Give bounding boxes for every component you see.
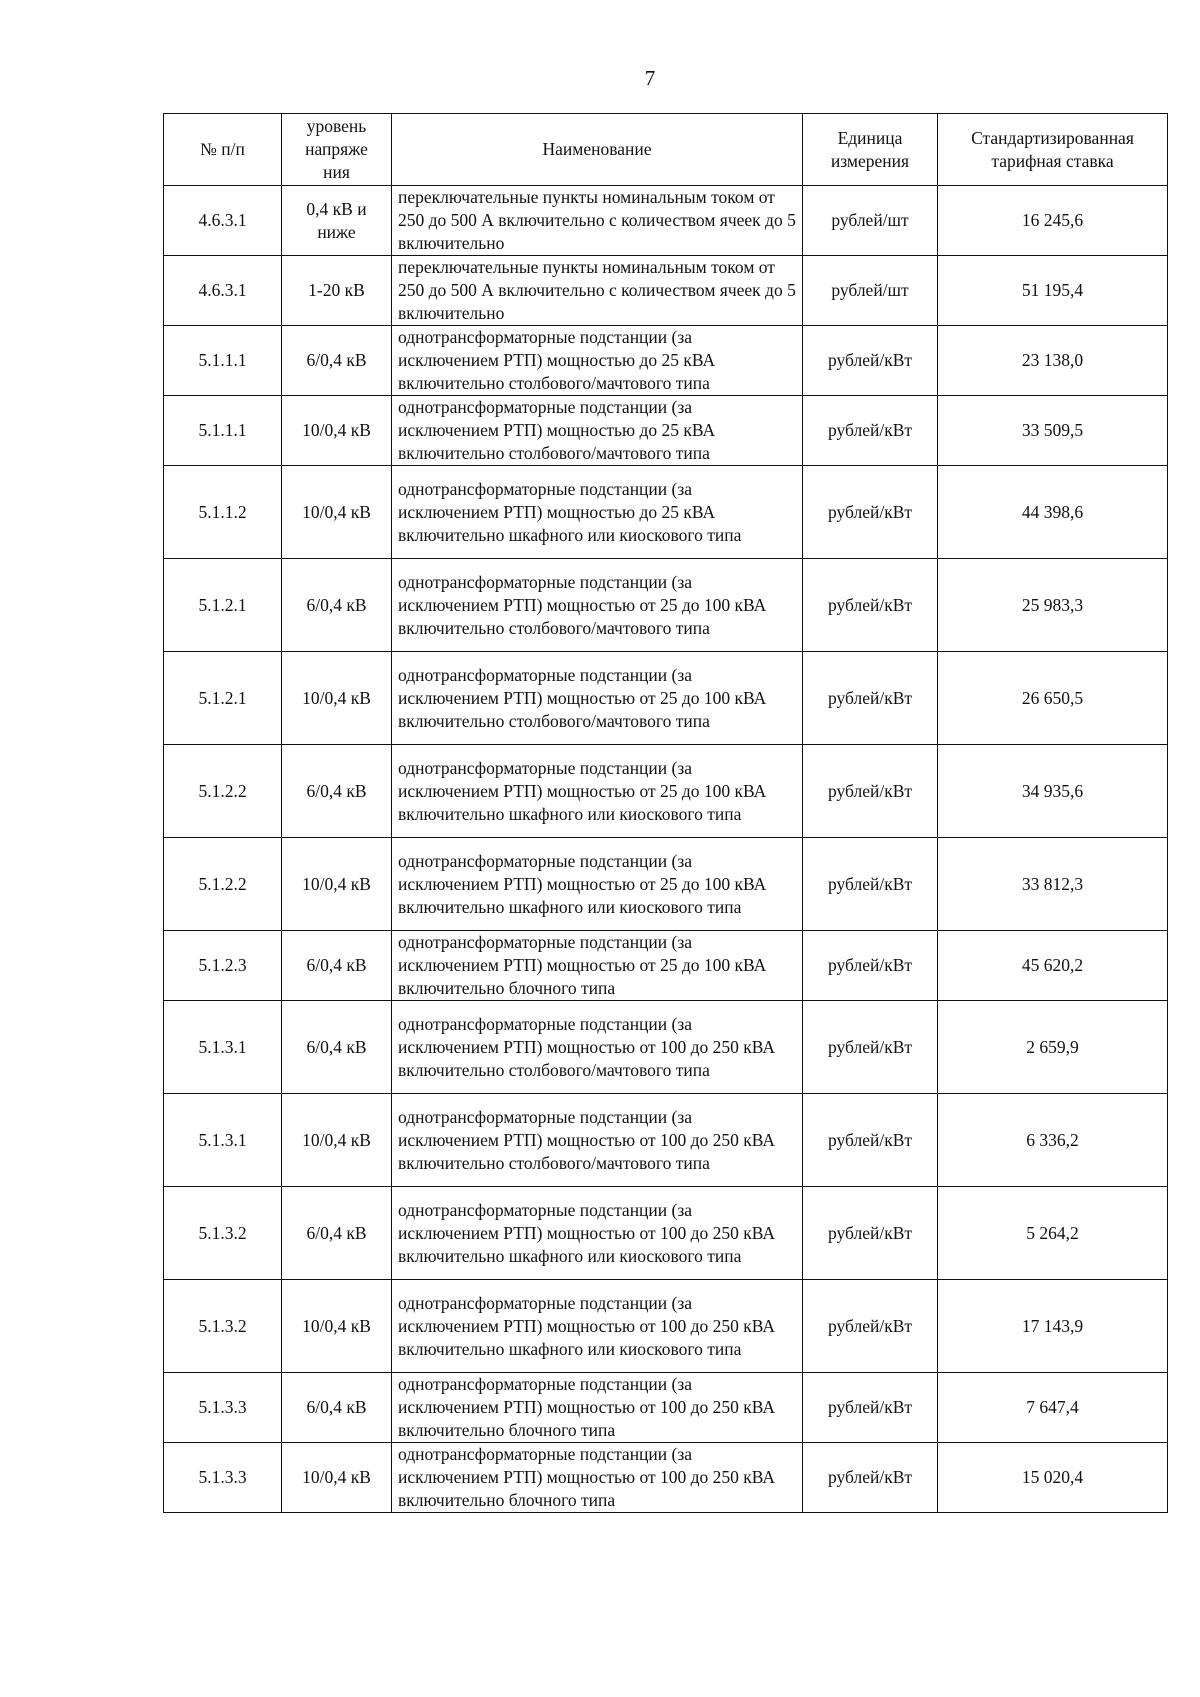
row-number-cell: 4.6.3.1 xyxy=(164,256,282,326)
table-row xyxy=(164,326,1168,396)
table-row xyxy=(164,256,1168,326)
voltage-level-cell: 10/0,4 кВ xyxy=(282,466,392,559)
table-header-row xyxy=(164,114,1168,186)
unit-cell: рублей/кВт xyxy=(803,745,938,838)
voltage-level-cell: 6/0,4 кВ xyxy=(282,931,392,1001)
unit-cell: рублей/кВт xyxy=(803,326,938,396)
item-name-cell: однотрансформаторные подстанции (за исключением РТП) мощностью от 100 до 250 кВА включительно столбового/мачтового типа xyxy=(392,1001,803,1094)
tariff-rate-cell: 15 020,4 xyxy=(938,1443,1168,1513)
voltage-level-cell: 10/0,4 кВ xyxy=(282,1280,392,1373)
header-unit: Единица измерения xyxy=(803,114,938,186)
table-row xyxy=(164,652,1168,745)
unit-cell: рублей/шт xyxy=(803,256,938,326)
item-name-cell: однотрансформаторные подстанции (за исключением РТП) мощностью до 25 кВА включительно шкафного или киоскового типа xyxy=(392,466,803,559)
table-row xyxy=(164,1373,1168,1443)
row-number-cell: 5.1.2.2 xyxy=(164,745,282,838)
voltage-level-cell: 10/0,4 кВ xyxy=(282,1443,392,1513)
row-number-cell: 4.6.3.1 xyxy=(164,186,282,256)
page-number: 7 xyxy=(644,66,656,90)
header-rate: Стандартизированная тарифная ставка xyxy=(938,114,1168,186)
row-number-cell: 5.1.1.1 xyxy=(164,396,282,466)
table-row xyxy=(164,745,1168,838)
voltage-level-cell: 6/0,4 кВ xyxy=(282,745,392,838)
tariff-rate-cell: 26 650,5 xyxy=(938,652,1168,745)
voltage-level-cell: 6/0,4 кВ xyxy=(282,326,392,396)
row-number-cell: 5.1.3.3 xyxy=(164,1373,282,1443)
table-row xyxy=(164,186,1168,256)
row-number-cell: 5.1.2.1 xyxy=(164,559,282,652)
item-name-cell: однотрансформаторные подстанции (за исключением РТП) мощностью от 25 до 100 кВА включительно блочного типа xyxy=(392,931,803,1001)
unit-cell: рублей/кВт xyxy=(803,466,938,559)
item-name-cell: переключательные пункты номинальным током от 250 до 500 А включительно с количеством ячеек до 5 включительно xyxy=(392,256,803,326)
unit-cell: рублей/кВт xyxy=(803,1280,938,1373)
unit-cell: рублей/кВт xyxy=(803,838,938,931)
tariff-rate-cell: 5 264,2 xyxy=(938,1187,1168,1280)
table-row xyxy=(164,931,1168,1001)
voltage-level-cell: 6/0,4 кВ xyxy=(282,559,392,652)
unit-cell: рублей/кВт xyxy=(803,1187,938,1280)
tariff-rate-cell: 16 245,6 xyxy=(938,186,1168,256)
row-number-cell: 5.1.3.3 xyxy=(164,1443,282,1513)
tariff-rate-cell: 25 983,3 xyxy=(938,559,1168,652)
item-name-cell: однотрансформаторные подстанции (за исключением РТП) мощностью до 25 кВА включительно столбового/мачтового типа xyxy=(392,326,803,396)
voltage-level-cell: 10/0,4 кВ xyxy=(282,396,392,466)
unit-cell: рублей/кВт xyxy=(803,1001,938,1094)
item-name-cell: однотрансформаторные подстанции (за исключением РТП) мощностью от 25 до 100 кВА включительно шкафного или киоскового типа xyxy=(392,745,803,838)
row-number-cell: 5.1.2.3 xyxy=(164,931,282,1001)
row-number-cell: 5.1.2.2 xyxy=(164,838,282,931)
item-name-cell: однотрансформаторные подстанции (за исключением РТП) мощностью от 100 до 250 кВА включительно блочного типа xyxy=(392,1443,803,1513)
unit-cell: рублей/шт xyxy=(803,186,938,256)
tariff-rate-cell: 23 138,0 xyxy=(938,326,1168,396)
row-number-cell: 5.1.2.1 xyxy=(164,652,282,745)
voltage-level-cell: 10/0,4 кВ xyxy=(282,652,392,745)
table-row xyxy=(164,1443,1168,1513)
item-name-cell: однотрансформаторные подстанции (за исключением РТП) мощностью от 100 до 250 кВА включительно столбового/мачтового типа xyxy=(392,1094,803,1187)
header-name: Наименование xyxy=(392,114,803,186)
voltage-level-cell: 0,4 кВ и ниже xyxy=(282,186,392,256)
row-number-cell: 5.1.3.1 xyxy=(164,1094,282,1187)
tariff-rate-cell: 33 812,3 xyxy=(938,838,1168,931)
item-name-cell: однотрансформаторные подстанции (за исключением РТП) мощностью от 100 до 250 кВА включительно блочного типа xyxy=(392,1373,803,1443)
item-name-cell: однотрансформаторные подстанции (за исключением РТП) мощностью от 25 до 100 кВА включительно шкафного или киоскового типа xyxy=(392,838,803,931)
voltage-level-cell: 1-20 кВ xyxy=(282,256,392,326)
voltage-level-cell: 6/0,4 кВ xyxy=(282,1373,392,1443)
item-name-cell: однотрансформаторные подстанции (за исключением РТП) мощностью от 100 до 250 кВА включительно шкафного или киоскового типа xyxy=(392,1187,803,1280)
tariff-rate-cell: 33 509,5 xyxy=(938,396,1168,466)
row-number-cell: 5.1.3.2 xyxy=(164,1280,282,1373)
row-number-cell: 5.1.3.1 xyxy=(164,1001,282,1094)
unit-cell: рублей/кВт xyxy=(803,931,938,1001)
tariff-rate-cell: 2 659,9 xyxy=(938,1001,1168,1094)
unit-cell: рублей/кВт xyxy=(803,396,938,466)
unit-cell: рублей/кВт xyxy=(803,1373,938,1443)
table-row xyxy=(164,1094,1168,1187)
item-name-cell: однотрансформаторные подстанции (за исключением РТП) мощностью от 100 до 250 кВА включительно шкафного или киоскового типа xyxy=(392,1280,803,1373)
item-name-cell: однотрансформаторные подстанции (за исключением РТП) мощностью от 25 до 100 кВА включительно столбового/мачтового типа xyxy=(392,652,803,745)
row-number-cell: 5.1.1.1 xyxy=(164,326,282,396)
voltage-level-cell: 6/0,4 кВ xyxy=(282,1001,392,1094)
table-row xyxy=(164,1280,1168,1373)
tariff-rate-cell: 45 620,2 xyxy=(938,931,1168,1001)
unit-cell: рублей/кВт xyxy=(803,1443,938,1513)
voltage-level-cell: 10/0,4 кВ xyxy=(282,1094,392,1187)
header-voltage-level: уровень напряже ния xyxy=(282,114,392,186)
table-row xyxy=(164,559,1168,652)
table-row xyxy=(164,1001,1168,1094)
item-name-cell: переключательные пункты номинальным током от 250 до 500 А включительно с количеством ячеек до 5 включительно xyxy=(392,186,803,256)
unit-cell: рублей/кВт xyxy=(803,559,938,652)
tariff-rate-cell: 6 336,2 xyxy=(938,1094,1168,1187)
item-name-cell: однотрансформаторные подстанции (за исключением РТП) мощностью до 25 кВА включительно столбового/мачтового типа xyxy=(392,396,803,466)
unit-cell: рублей/кВт xyxy=(803,1094,938,1187)
tariff-rate-cell: 44 398,6 xyxy=(938,466,1168,559)
voltage-level-cell: 10/0,4 кВ xyxy=(282,838,392,931)
table-row xyxy=(164,466,1168,559)
table-row xyxy=(164,1187,1168,1280)
tariff-rate-cell: 17 143,9 xyxy=(938,1280,1168,1373)
item-name-cell: однотрансформаторные подстанции (за исключением РТП) мощностью от 25 до 100 кВА включительно столбового/мачтового типа xyxy=(392,559,803,652)
tariff-rate-cell: 34 935,6 xyxy=(938,745,1168,838)
voltage-level-cell: 6/0,4 кВ xyxy=(282,1187,392,1280)
unit-cell: рублей/кВт xyxy=(803,652,938,745)
row-number-cell: 5.1.3.2 xyxy=(164,1187,282,1280)
row-number-cell: 5.1.1.2 xyxy=(164,466,282,559)
tariff-rate-cell: 7 647,4 xyxy=(938,1373,1168,1443)
table-row xyxy=(164,838,1168,931)
table-row xyxy=(164,396,1168,466)
header-num: № п/п xyxy=(164,114,282,186)
tariff-table xyxy=(163,113,1168,1513)
tariff-rate-cell: 51 195,4 xyxy=(938,256,1168,326)
